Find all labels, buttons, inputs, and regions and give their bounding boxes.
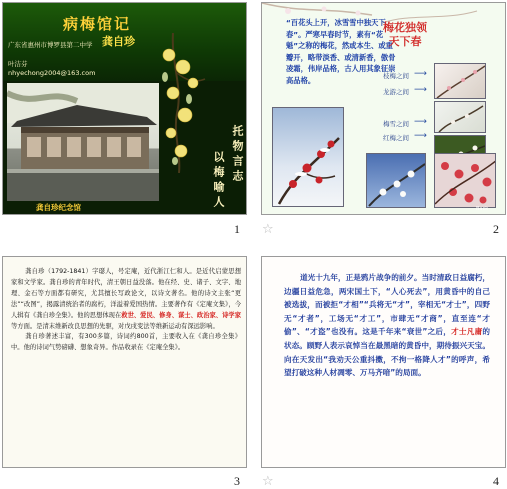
arrow-icon: ⟶ xyxy=(414,117,427,127)
label-snow-plum: 梅雪之间 xyxy=(383,120,409,128)
background-text xyxy=(284,271,490,380)
teacher-name: 叶洁芬 xyxy=(8,60,28,68)
memorial-hall-photo xyxy=(7,83,159,201)
slide-1[interactable] xyxy=(2,2,247,215)
highlight-roles: 救世、爱民、修身、谋士、政治家、诗学家 xyxy=(121,311,242,319)
slide-1-author: 龚自珍 xyxy=(102,35,135,48)
page-number-1: 1 xyxy=(234,222,240,236)
label-branch-plum: 枝梅之间 xyxy=(383,72,409,80)
slide-1-title: 病梅馆记 xyxy=(63,15,132,33)
page-number-4: 4 xyxy=(493,474,499,488)
biography-text xyxy=(11,267,241,354)
label-red-plum: 红梅之间 xyxy=(383,134,409,142)
back-link[interactable]: Back xyxy=(476,206,489,212)
teacher-email: nhyechong2004@163.com xyxy=(8,69,96,77)
background-part-1: 道光十九年，正是鸦片战争的前夕。当时清政日益腐朽，边疆日益危急，两宋国土下，“人心死去”，用黄昏中的自己被选拔，而被拒“才相”“兵将无“才”，宰相无“才士”，四野无“才者”，工场无“才工”，市肆无“才商”，直至连“才偷”、“才盗”也没有。这是千年来“衰世”之后， xyxy=(284,273,490,337)
works-paragraph: 龚自珍著述丰富，有300多篇，诗词约800首，主要收入在《龚自珍全集》中。他的诗词气势磅礴、想象奇异。作品收录在《定庵全集》。 xyxy=(11,333,241,352)
page-number-3: 3 xyxy=(234,474,240,488)
biography-part-2: 等方面。是清末维新改良思想的先驱，对戊戌变法等维新运动有深远影响。 xyxy=(11,322,219,330)
label-dragon-plum: 龙游之间 xyxy=(383,88,409,96)
red-plum-snow-photo[interactable] xyxy=(272,107,344,207)
arrow-icon: ⟶ xyxy=(414,131,427,141)
star-icon: ☆ xyxy=(262,474,274,489)
memorial-hall-drawing xyxy=(7,83,159,201)
slide-2-heading: 梅花独领天下春 xyxy=(383,21,427,48)
memorial-hall-caption: 龚自珍纪念馆 xyxy=(36,203,81,212)
biography-part-1: 龚自珍（1792-1841）字璱人，号定庵，近代浙江仁和人。是近代启蒙思想家和文学家。龚自珍的青年时代，清王朝日益没落。他在经、史、诸子、文字、地理、金石等方面都有研究，尤其擅长写政论文，以诗文著名。他的诗文主张“更法”“改图”，揭露清统治者的腐朽，洋溢着爱国热情。主要著作有《定庵文集》，今人辑有《龚自珍全集》。他的思想体现在 xyxy=(11,268,241,319)
slide-4[interactable] xyxy=(261,256,506,468)
white-plum-photo[interactable] xyxy=(366,153,426,208)
page-number-2: 2 xyxy=(493,222,499,236)
arrow-icon: ⟶ xyxy=(414,69,427,79)
arrow-icon: ⟶ xyxy=(414,85,427,95)
vertical-theme-text-1: 托物言志 xyxy=(231,125,244,185)
slide-3[interactable] xyxy=(2,256,247,468)
plum-thumbnail-2[interactable] xyxy=(434,101,486,133)
slide-2[interactable] xyxy=(261,2,506,215)
background-part-2: 的状态。顾野人表示哀悼当在最黑暗的黄昏中，期待振兴天宝。向在天发出“我劝天公重抖擞，不拘一格降人才”的呼声，希望打破这种人材凋零、万马齐喑”的局面。 xyxy=(284,327,491,378)
plum-quote-text: “百花头上开，冰雪雪中独天下春”。严寒早春时节，素有“花魁”之称的梅花，然或本生、或重瓣开，略带淡香、或清新香，傲骨凌霜，伟岸品格，古人用其象征崇高品格。 xyxy=(286,18,396,85)
vertical-theme-text-2: 以梅喻人 xyxy=(212,151,225,211)
star-icon: ☆ xyxy=(262,222,274,237)
school-name: 广东省惠州市博罗县第二中学 xyxy=(8,41,93,49)
highlight-talent: 才士凡庸 xyxy=(451,327,483,337)
pink-plum-photo[interactable] xyxy=(434,153,496,208)
plum-thumbnail-1[interactable] xyxy=(434,63,486,99)
